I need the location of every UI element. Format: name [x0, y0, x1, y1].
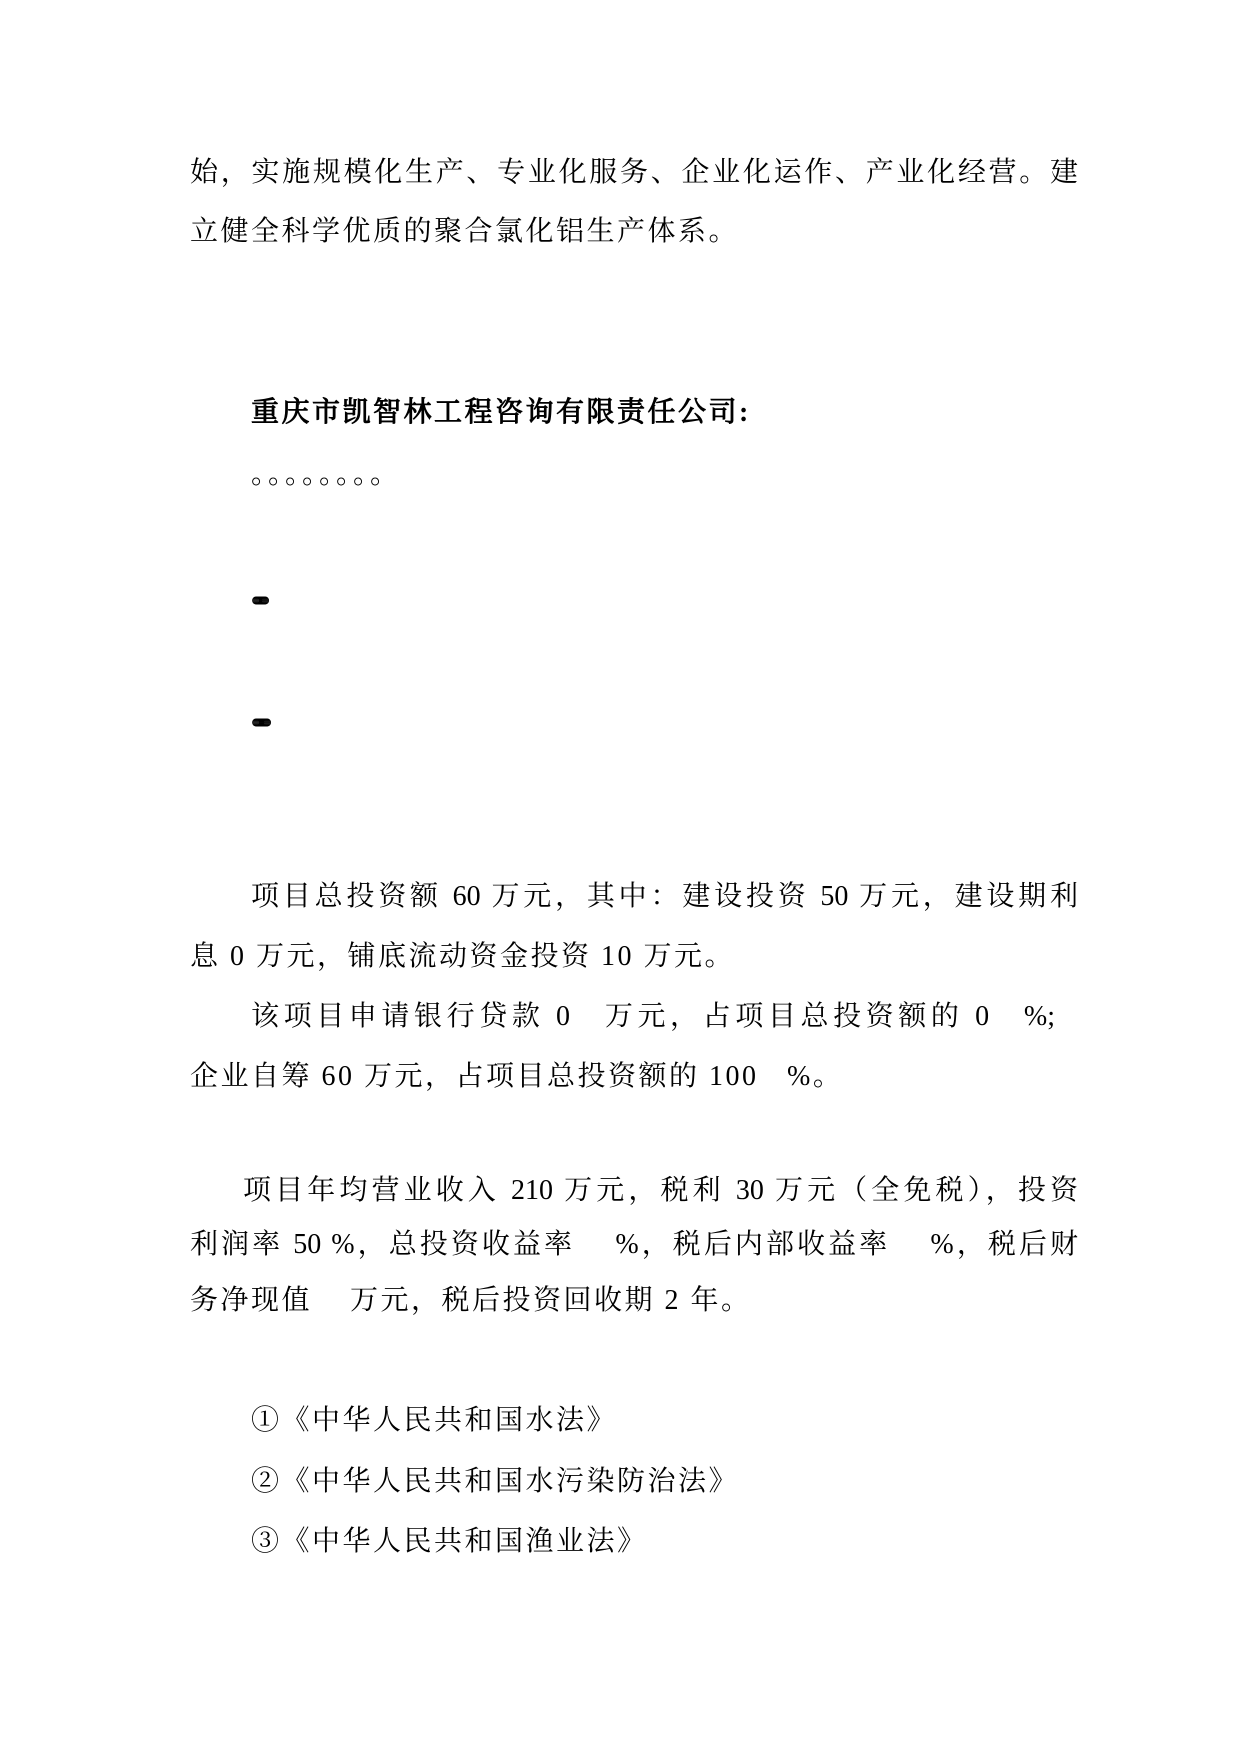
funding-paragraph-line: 企业自筹 60 万元，占项目总投资额的 100 %。	[190, 1061, 844, 1092]
heading-1-2	[251, 1330, 1078, 1390]
heading-1-1-4	[251, 806, 1078, 866]
investment-paragraph-line: 息 0 万元，铺底流动资金投资 10 万元。	[190, 941, 736, 972]
reference-item: ③《中华人民共和国渔业法》	[251, 1526, 648, 1557]
legal-representative-placeholder: 。。。。。。。。。。。。	[251, 700, 278, 731]
heading-1-1-5	[251, 1105, 1078, 1165]
heading-1-1-2-3	[251, 626, 1078, 686]
economic-indicators-line: 项目年均营业收入 210 万元，税利 30 万元（全免税），投资	[243, 1175, 1078, 1206]
company-name: 重庆市凯智林工程咨询有限责任公司:	[251, 397, 751, 428]
economic-indicators-line: 务净现值 万元，税后投资回收期 2 年。	[190, 1285, 752, 1316]
intro-line: 始，实施规模化生产、专业化服务、企业化运作、产业化经营。建	[190, 157, 1078, 188]
funding-paragraph-line: 该项目申请银行贷款 0 万元，占项目总投资额的 0 %;	[251, 1001, 1055, 1032]
economic-indicators-line: 利润率 50 %，总投资收益率 %，税后内部收益率 %，税后财	[190, 1229, 1078, 1260]
heading-1-1-2	[251, 263, 1078, 323]
intro-line: 立健全科学优质的聚合氯化铝生产体系。	[190, 216, 740, 247]
reference-item: ②《中华人民共和国水污染防治法》	[251, 1466, 740, 1497]
finance-placeholder: 。。。。。。。。。。	[251, 578, 276, 609]
investment-paragraph-line: 项目总投资额 60 万元，其中：建设投资 50 万元，建设期利	[251, 881, 1078, 912]
heading-1-1-2-2	[251, 504, 1078, 564]
reference-item: ①《中华人民共和国水法》	[251, 1405, 618, 1436]
overview-placeholder: 。。。。。。。。	[251, 459, 402, 490]
heading-1-1-2-1	[251, 322, 1078, 382]
heading-1-1-3	[251, 747, 1078, 807]
